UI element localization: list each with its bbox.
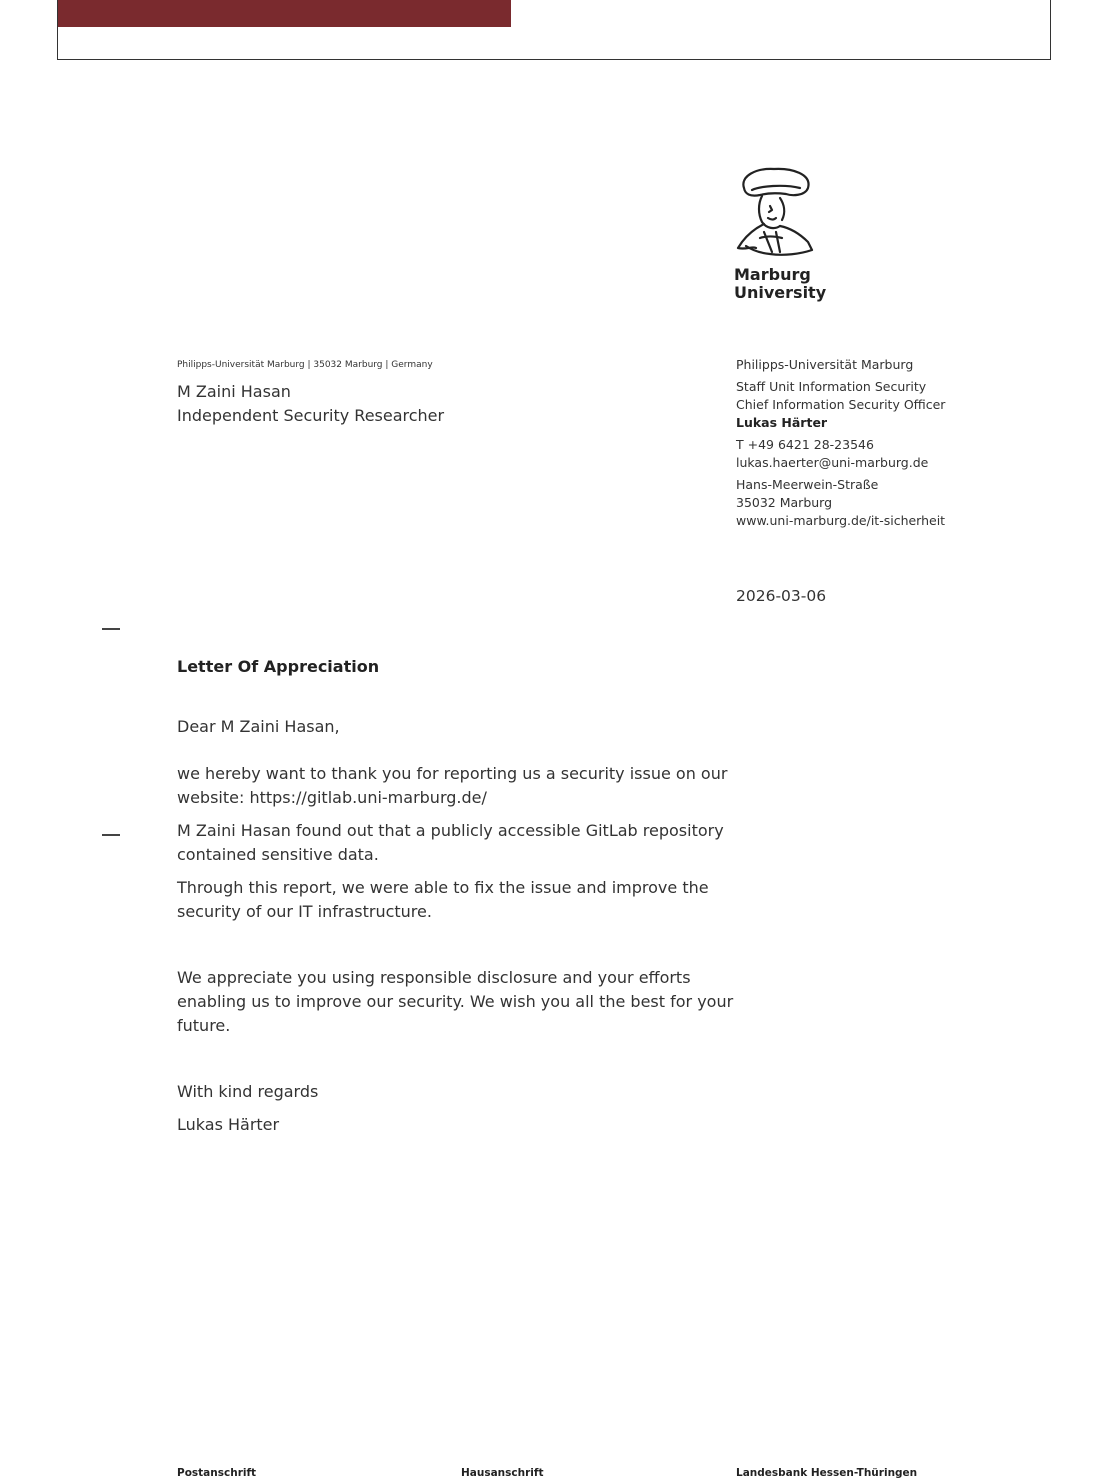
- sidebar-email: lukas.haerter@uni-marburg.de: [736, 455, 929, 470]
- paragraph: M Zaini Hasan found out that a publicly accessible GitLab repository contained sensitive data.: [177, 821, 724, 864]
- signature-name: Lukas Härter: [177, 1115, 280, 1134]
- recipient-name: M Zaini Hasan: [177, 382, 291, 401]
- fold-mark: [102, 834, 120, 836]
- logo-line-2: University: [734, 283, 827, 302]
- salutation: Dear M Zaini Hasan,: [177, 717, 340, 736]
- portrait-seal-icon: [734, 166, 844, 258]
- closing: With kind regards: [177, 1082, 319, 1101]
- letter-subject: Letter Of Appreciation: [177, 657, 380, 676]
- sidebar-institution: Philipps-Universität Marburg: [736, 357, 914, 372]
- footer-postal-heading: Postanschrift: [177, 1467, 257, 1479]
- footer-bank-heading: Landesbank Hessen-Thüringen: [736, 1467, 918, 1479]
- sidebar-person: Lukas Härter: [736, 415, 828, 430]
- fold-mark: [102, 628, 120, 630]
- accent-bar: [58, 0, 511, 27]
- sidebar-unit: Staff Unit Information Security: [736, 379, 927, 394]
- header-frame: [57, 0, 1051, 60]
- sidebar-city: 35032 Marburg: [736, 495, 833, 510]
- sidebar-role: Chief Information Security Officer: [736, 397, 946, 412]
- letter-date: 2026-03-06: [736, 587, 827, 605]
- recipient-title: Independent Security Researcher: [177, 406, 445, 425]
- paragraph: we hereby want to thank you for reporting us a security issue on our website: https://gitlab.uni-marburg.de/: [177, 764, 728, 807]
- footer-house-heading: Hausanschrift: [461, 1467, 544, 1479]
- paragraph: We appreciate you using responsible disclosure and your efforts enabling us to improve our security. We wish you all the best for your future.: [177, 968, 734, 1035]
- recipient-block: [177, 380, 444, 428]
- logo-wordmark: [734, 266, 844, 302]
- sender-info-sidebar: [736, 356, 945, 530]
- sidebar-phone: T +49 6421 28-23546: [736, 437, 874, 452]
- paragraph: Through this report, we were able to fix the issue and improve the security of our IT infrastructure.: [177, 878, 709, 921]
- sidebar-web: www.uni-marburg.de/it-sicherheit: [736, 513, 946, 528]
- sender-return-address: Philipps-Universität Marburg | 35032 Marburg | Germany: [177, 360, 433, 370]
- logo-line-1: Marburg: [734, 265, 811, 284]
- sidebar-street: Hans-Meerwein-Straße: [736, 477, 879, 492]
- university-logo: [734, 166, 844, 302]
